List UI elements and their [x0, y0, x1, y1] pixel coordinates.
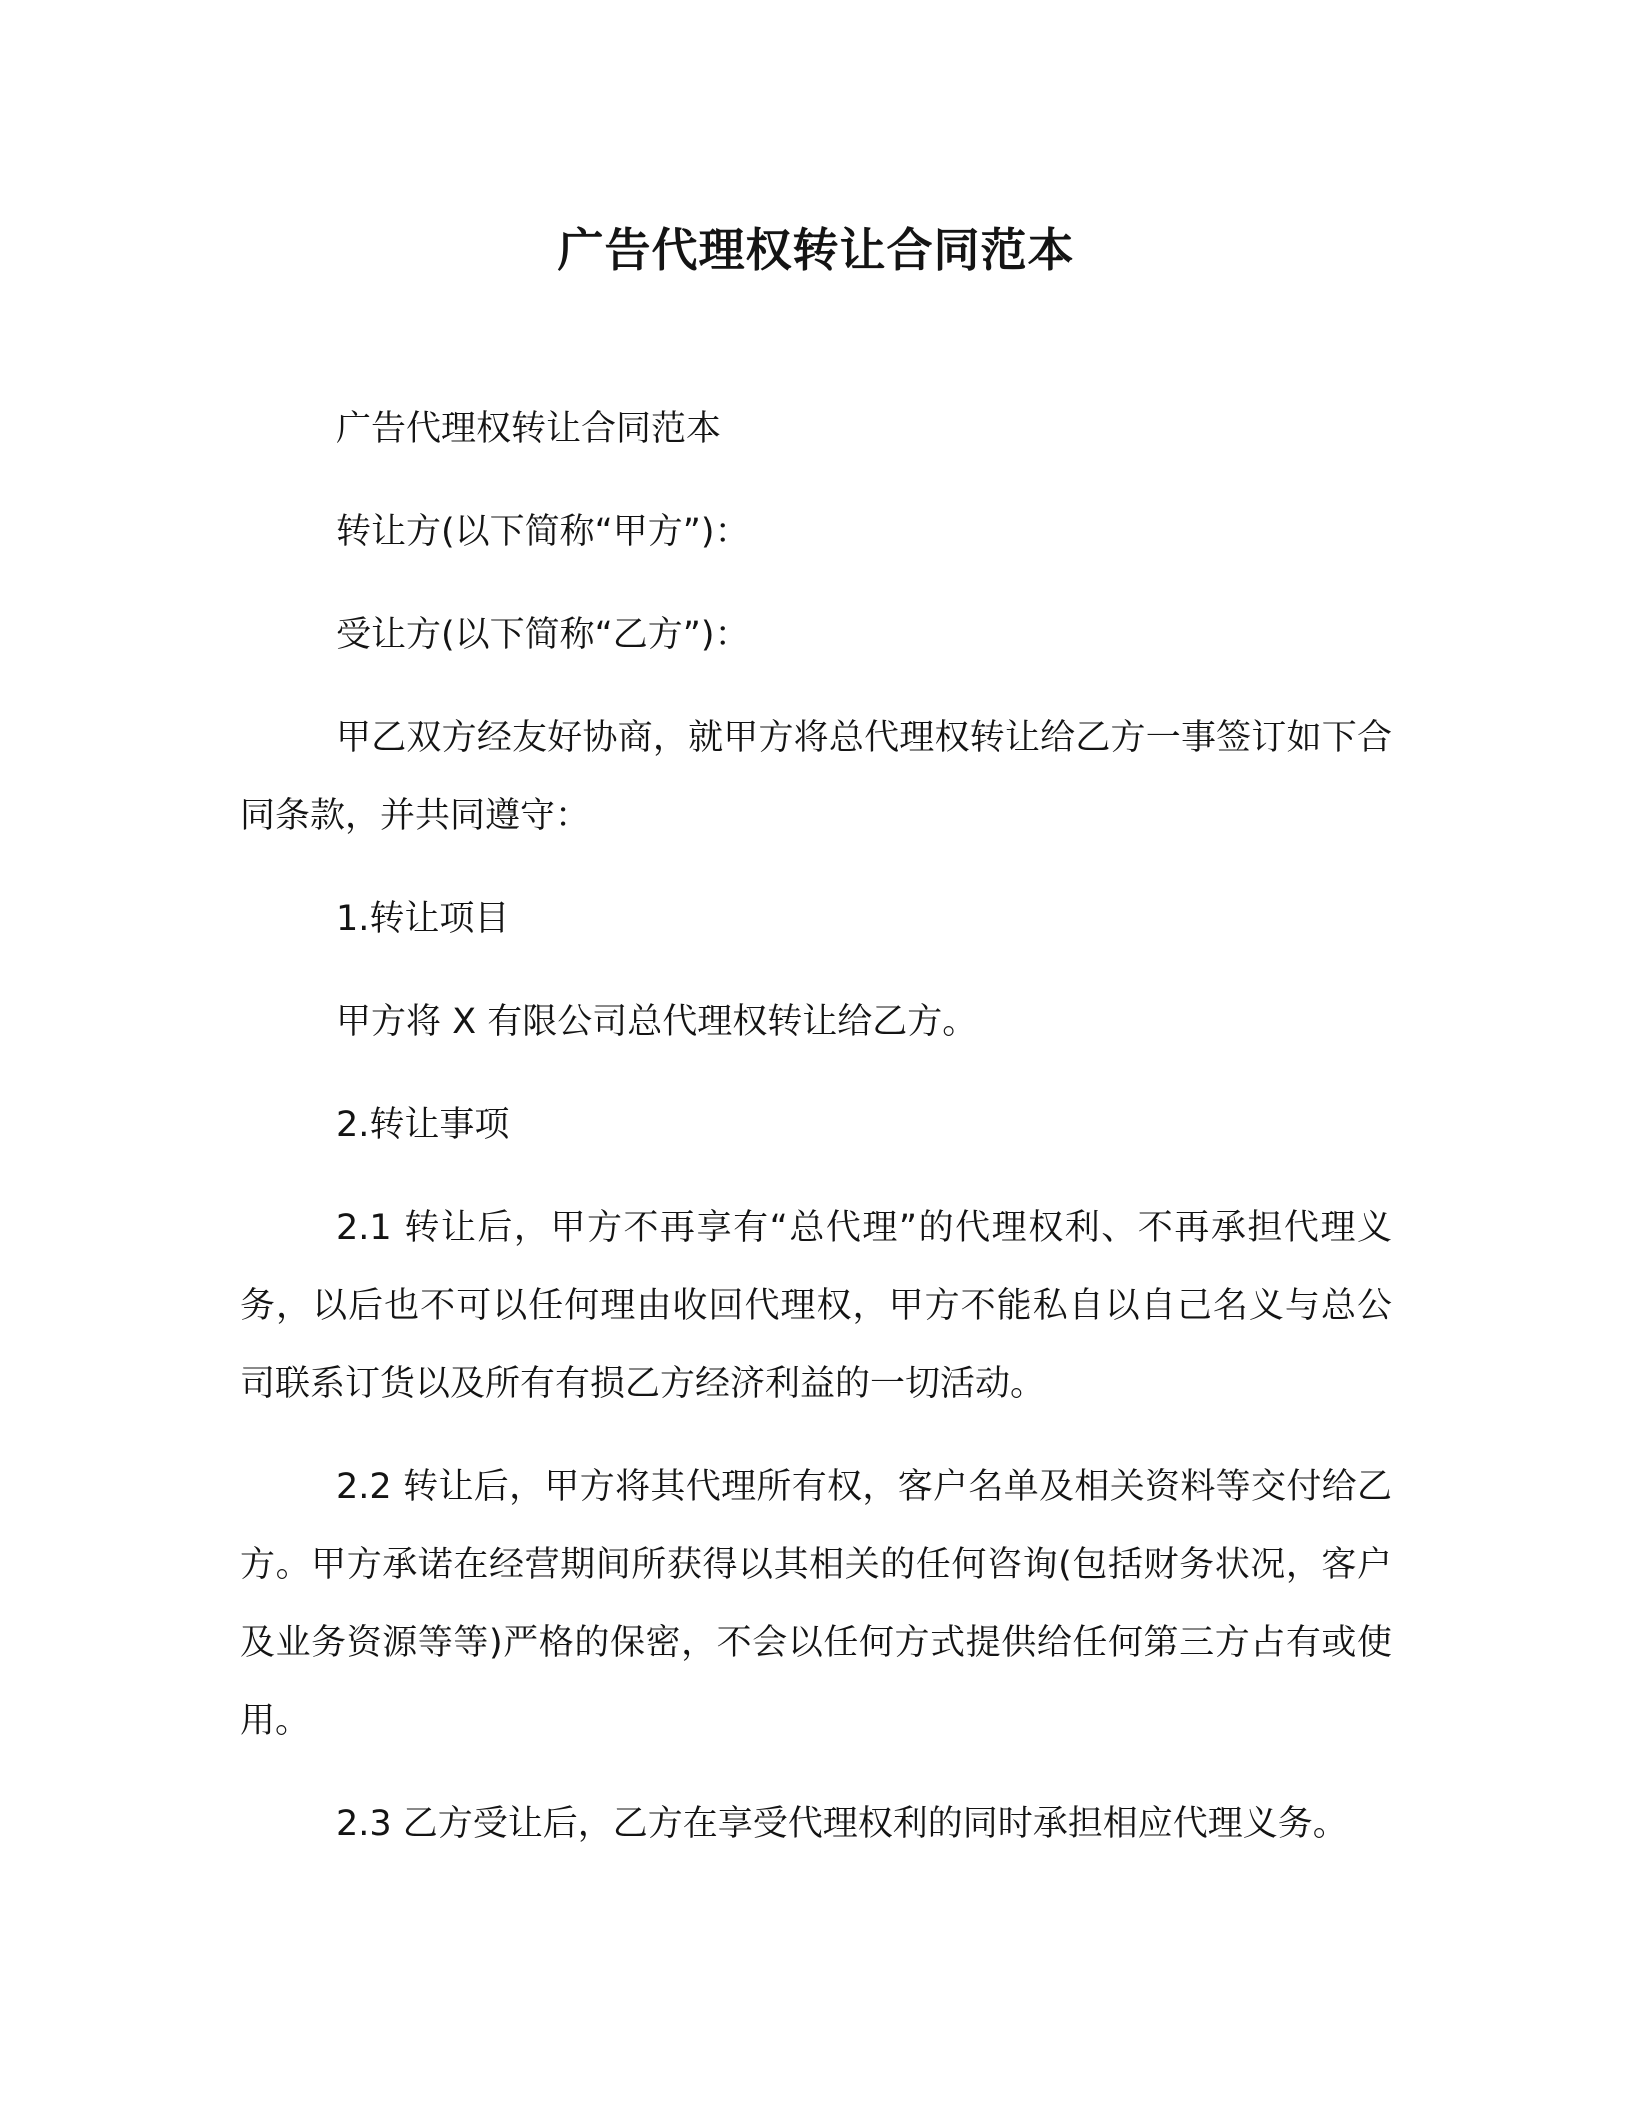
document-body [240, 390, 1392, 1888]
paragraph-transferor: 转让方(以下简称“甲方”)： [336, 512, 750, 552]
paragraph-clause-2-1: 2.1 转让后，甲方不再享有“总代理”的代理权利、不再承担代理义务，以后也不可以任何理由收回代理权，甲方不能私自以自己名义与总公司联系订货以及所有有损乙方经济利益的一切活动。 [240, 1208, 1392, 1404]
paragraph-preamble: 甲乙双方经友好协商，就甲方将总代理权转让给乙方一事签订如下合同条款，并共同遵守： [240, 718, 1392, 836]
document-title: 广告代理权转让合同范本 [557, 223, 1075, 277]
section-heading-2: 2.转让事项 [336, 1105, 510, 1145]
paragraph-clause-2-3: 2.3 乙方受让后，乙方在享受代理权利的同时承担相应代理义务。 [336, 1804, 1348, 1844]
paragraph-transferee: 受让方(以下简称“乙方”)： [336, 615, 750, 655]
section-heading-1: 1.转让项目 [336, 899, 510, 939]
paragraph-subtitle: 广告代理权转让合同范本 [336, 409, 722, 449]
paragraph-clause-1: 甲方将 X 有限公司总代理权转让给乙方。 [336, 1002, 978, 1042]
paragraph-clause-2-2: 2.2 转让后，甲方将其代理所有权，客户名单及相关资料等交付给乙方。甲方承诺在经营期间所获得以其相关的任何咨询(包括财务状况，客户及业务资源等等)严格的保密，不会以任何方式提供给任何第三方占有或使用。 [240, 1467, 1392, 1741]
